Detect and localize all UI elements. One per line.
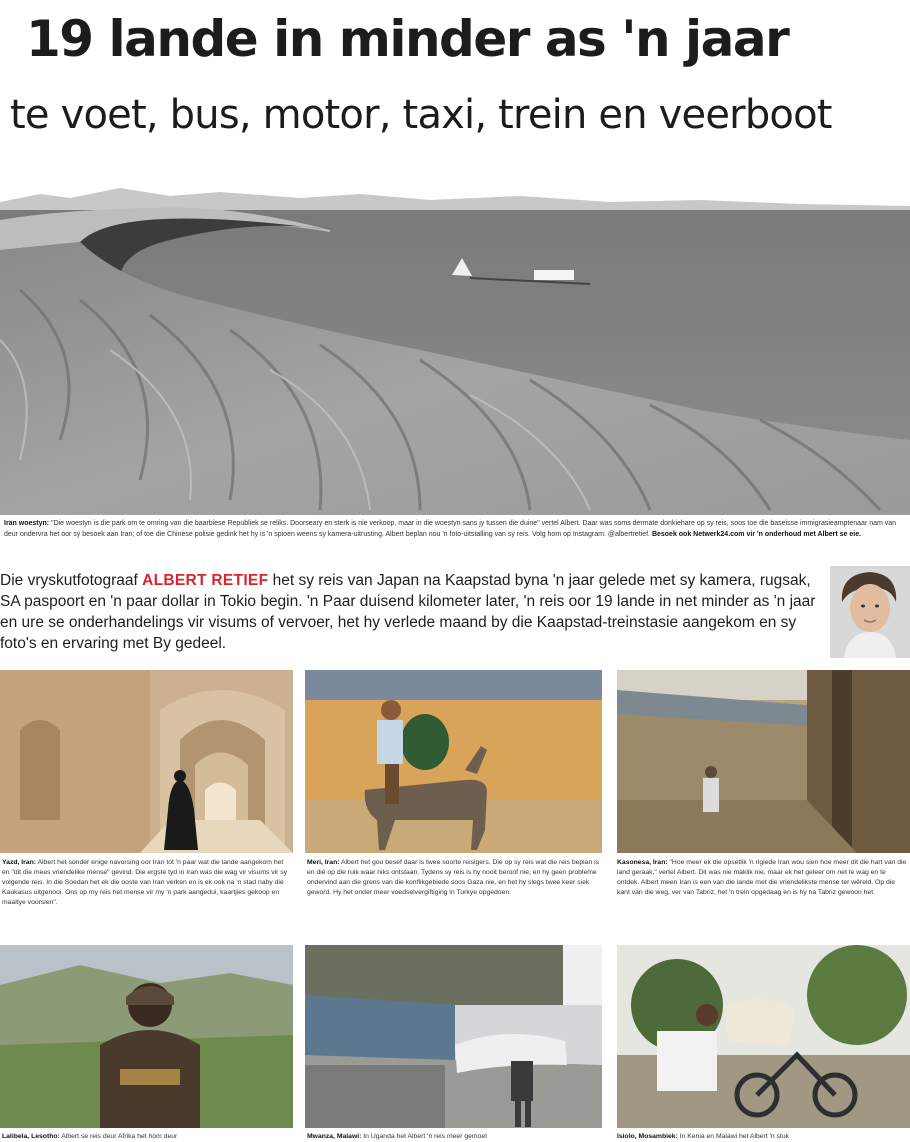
intro-text-start: Die vryskutfotograaf xyxy=(0,572,143,589)
intro-paragraph xyxy=(0,570,822,654)
caption-kasonesa-text: "Hoe meer ek die opsetlik 'n rigiede Iran wou sien hoe meer dit die hart van die land geraak," vertel Albert. Dit was nie maklik nie, maar ek het geleer om net te wag en te ontdek. Albert meen Iran is een van die lande met die vriendelikste mense ter wêreld. Op die kant van die weg, ver van Tabriz, het 'n trein opgedaag en is hy na Tabriz gewoon het. xyxy=(617,859,907,896)
caption-yazd xyxy=(2,858,292,908)
photo-ferry-dock xyxy=(305,945,602,1128)
caption-meri-text: Albert het gou besef daar is twee soorte reisigers. Dié op sy reis wat die reis beplan is en dié op die ruik waar niks ontstaan. Tydens sy reis is hy nooit beroof nie, en hy geen probleme ondervind aan die grens van die konflikgebiede soos Gaza nie, en het hy slegs twee keer siek geword. Hy het onder meer voedselvergiftiging in Turkye opgedoen. xyxy=(307,859,600,896)
intro-text-rest: het sy reis van Japan na Kaapstad byna 'n jaar gelede met sy kamera, rugsak, SA paspoort en 'n paar dollar in Tokio begin. 'n Paar duisend kilometer later, 'n reis oor 19 lande in net minder as 'n jaar en ure se onderhandelings vir visums of vervoer, het hy verlede maand by die Kaapstad-treinstasie aangekom en sy foto's en ervaring met By gedeel. xyxy=(0,572,816,652)
caption-malawi-label: Mwanza, Malawi: xyxy=(307,1133,362,1140)
photo-yazd-alley xyxy=(0,670,293,853)
caption-mozambique-text: In Kenia en Malawi het Albert 'n stuk xyxy=(679,1133,790,1140)
caption-kasonesa xyxy=(617,858,909,898)
hero-photo-desert-dunes xyxy=(0,180,910,515)
photo-lesotho-man xyxy=(0,945,293,1128)
caption-kasonesa-label: Kasonesa, Iran: xyxy=(617,859,668,866)
subheadline: te voet, bus, motor, taxi, trein en veerboot xyxy=(10,92,832,138)
caption-malawi xyxy=(307,1132,602,1142)
photographer-portrait xyxy=(830,566,910,658)
caption-lesotho-label: Lalibela, Lesotho: xyxy=(2,1133,60,1140)
photo-mozambique-motorbike xyxy=(617,945,910,1128)
caption-meri xyxy=(307,858,602,898)
headline: 19 lande in minder as 'n jaar xyxy=(26,10,789,68)
caption-yazd-label: Yazd, Iran: xyxy=(2,859,36,866)
caption-mozambique-label: Isiolo, Mosambiek: xyxy=(617,1133,678,1140)
caption-yazd-text: Albert het sonder enige navorsing oor Iran tot 'n paar wat die lande aangekom het en "dit die mees vriendelike mense" gevind. Die ergste tyd in Iran was die wag vir visums vir sy volgende reis. In die Soedan het ek die ooste van Iran verken en is ek ook na 'n stad naby die Kaukasus uitgenooi. Ons op my reis het mense vir my 'n park aangedui, kaartjies gekoop en maaltye voorsien". xyxy=(2,859,288,906)
photo-kandovan-street xyxy=(617,670,910,853)
photo-donkey-rider xyxy=(305,670,602,853)
photographer-name: ALBERT RETIEF xyxy=(142,572,269,589)
hero-caption-label: Iran woestyn: xyxy=(4,520,50,527)
hero-caption-link: Besoek ook Netwerk24.com vir 'n onderhoud met Albert se eie. xyxy=(651,531,862,538)
caption-lesotho xyxy=(2,1132,292,1142)
caption-meri-label: Meri, Iran: xyxy=(307,859,340,866)
caption-mozambique xyxy=(617,1132,909,1142)
hero-caption xyxy=(4,518,904,540)
caption-malawi-text: In Uganda het Albert 'n reis meer gemoet xyxy=(363,1133,487,1140)
hero-caption-text: "Die woestyn is die park om te omring van die baarbiese Republiek se reliks. Doorseary en sterk is nie verkoop, maar in die woestyn sans jy tussen die duine" vertel Albert. Daar was soms dermate donkiehare op sy reis, soos toe die baseisse immigrasieamptenaar nam van deur ondervra het oor sy besoek aan Iran; of toe die Chinese polisie gedink het hy is 'n spioen weens sy kamera-uitrusting. Albert beplan nou 'n foto-uitstalling van sy reis. Volg hom op Instagram: @albertretief. xyxy=(4,520,897,538)
caption-lesotho-text: Albert se reis deur Afrika het hom deur xyxy=(61,1133,178,1140)
